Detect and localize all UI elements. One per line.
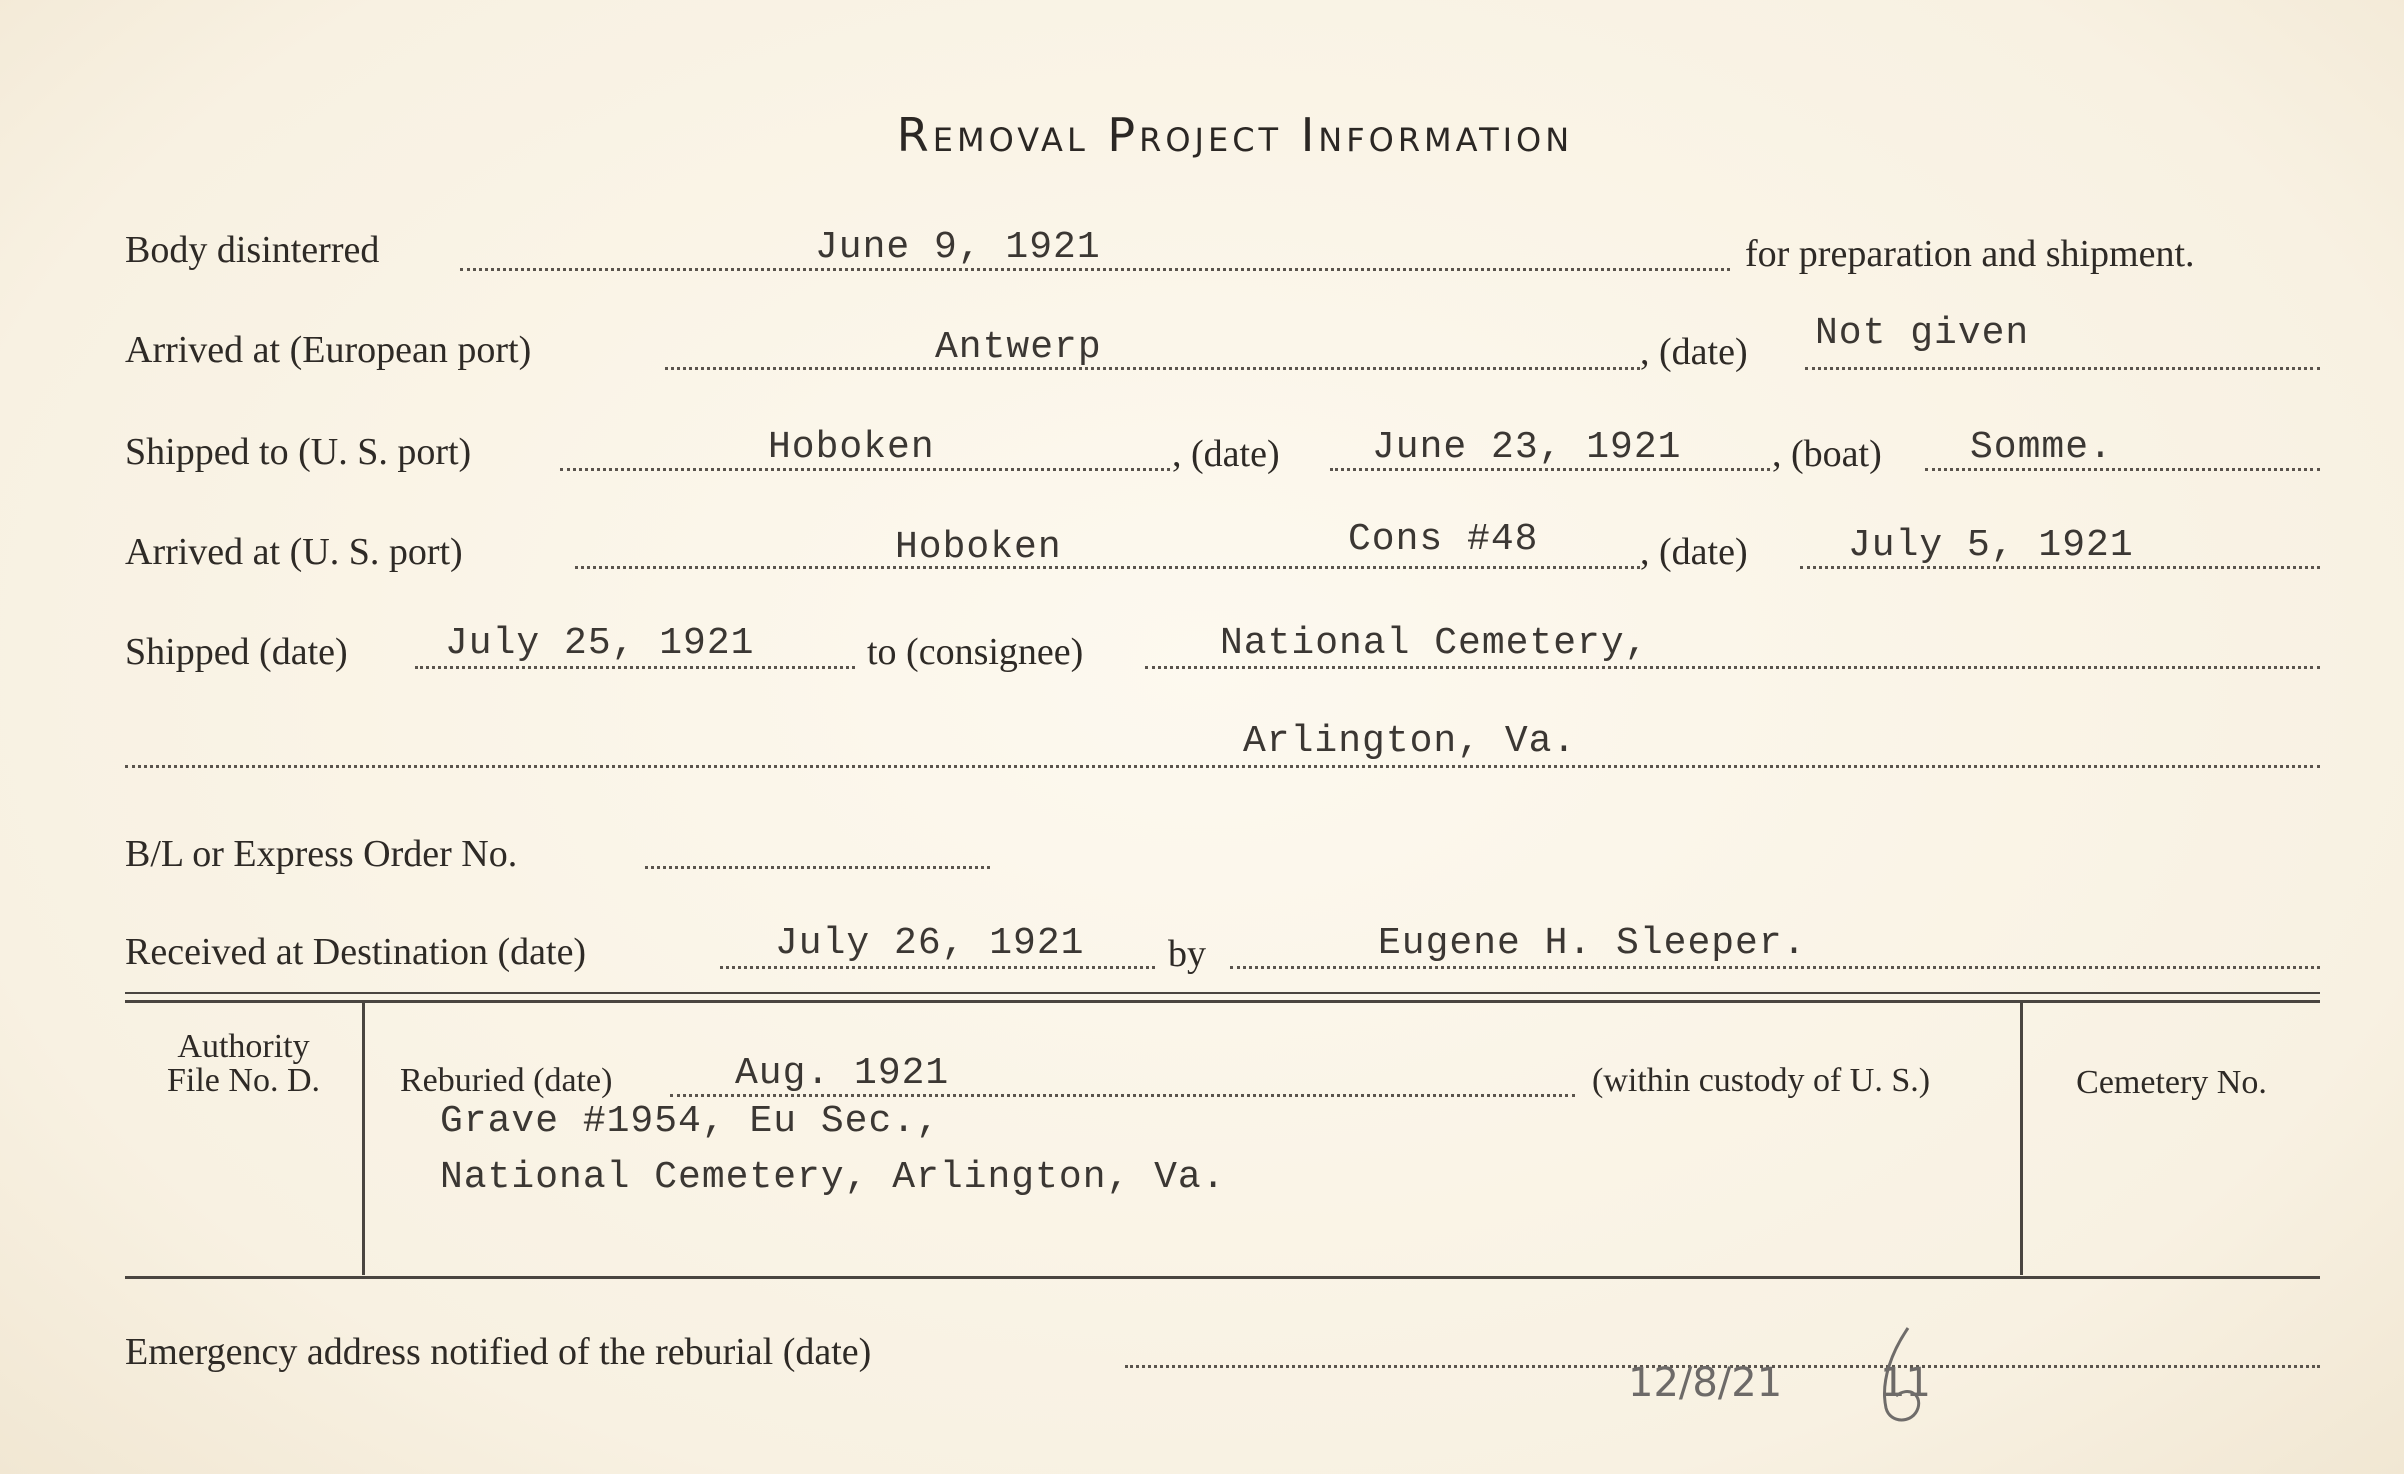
consignee-value-2: Arlington, Va.	[1243, 720, 1577, 763]
reburied-location-1: Grave #1954, Eu Sec.,	[440, 1100, 940, 1143]
shipped-us-boat: Somme.	[1970, 426, 2113, 469]
shipped-date: July 25, 1921	[445, 622, 755, 665]
consignee-value-1: National Cemetery,	[1220, 622, 1649, 665]
body-disinterred-value: June 9, 1921	[815, 226, 1101, 269]
table-divider-left	[362, 1003, 365, 1275]
arrived-us-label: Arrived at (U. S. port)	[125, 531, 463, 573]
reburied-date: Aug. 1921	[735, 1052, 950, 1095]
received-date-line	[720, 966, 1155, 969]
arrived-eu-date: Not given	[1815, 312, 2030, 355]
received-by-label: by	[1168, 933, 1206, 975]
authority-label-line-1: Authority	[177, 1028, 310, 1065]
arrived-eu-port: Antwerp	[935, 326, 1102, 369]
form-title: Removal Project Information	[896, 108, 1574, 162]
arrived-eu-label: Arrived at (European port)	[125, 329, 532, 371]
handwritten-mark-icon	[1868, 1320, 1938, 1430]
table-bottom-rule	[125, 1276, 2320, 1279]
received-label: Received at Destination (date)	[125, 931, 587, 973]
body-disinterred-suffix: for preparation and shipment.	[1745, 233, 2195, 275]
received-date: July 26, 1921	[775, 922, 1085, 965]
shipped-us-label: Shipped to (U. S. port)	[125, 431, 472, 473]
consignee-label: to (consignee)	[867, 631, 1084, 673]
reburied-location-2: National Cemetery, Arlington, Va.	[440, 1156, 1226, 1199]
received-by-line	[1230, 966, 2320, 969]
shipped-us-date-label: , (date)	[1172, 433, 1280, 475]
shipped-us-date: June 23, 1921	[1372, 426, 1682, 469]
arrived-eu-date-label: , (date)	[1640, 331, 1748, 373]
consignee-line-1	[1145, 666, 2320, 669]
arrived-eu-date-line	[1805, 367, 2320, 370]
arrived-us-date-label: , (date)	[1640, 531, 1748, 573]
table-divider-right	[2020, 1003, 2023, 1275]
custody-label: (within custody of U. S.)	[1592, 1062, 1931, 1099]
emergency-initials: 11	[1880, 1360, 1931, 1406]
shipped-us-boat-label: , (boat)	[1772, 433, 1882, 475]
table-top-rule-1	[125, 992, 2320, 994]
arrived-us-port-line	[575, 566, 1640, 569]
authority-label	[125, 1030, 362, 1098]
authority-label-line-2: File No. D.	[167, 1062, 320, 1099]
arrived-us-port: Hoboken	[895, 526, 1062, 569]
emergency-date: 12/8/21	[1628, 1360, 1783, 1406]
consignee-line-2	[125, 765, 2320, 768]
table-top-rule-2	[125, 1000, 2320, 1003]
arrived-us-date: July 5, 1921	[1848, 524, 2134, 567]
shipped-us-port: Hoboken	[768, 426, 935, 469]
shipped-date-label: Shipped (date)	[125, 631, 348, 673]
reburied-label: Reburied (date)	[400, 1062, 613, 1099]
cemetery-no-label: Cemetery No.	[2076, 1064, 2267, 1101]
arrived-us-cons: Cons #48	[1348, 518, 1539, 561]
bl-line	[645, 866, 990, 869]
arrived-eu-port-line	[665, 367, 1640, 370]
received-by: Eugene H. Sleeper.	[1378, 922, 1807, 965]
bl-label: B/L or Express Order No.	[125, 833, 518, 875]
body-disinterred-label: Body disinterred	[125, 229, 380, 271]
emergency-label: Emergency address notified of the reburial (date)	[125, 1331, 872, 1373]
shipped-date-line	[415, 666, 855, 669]
